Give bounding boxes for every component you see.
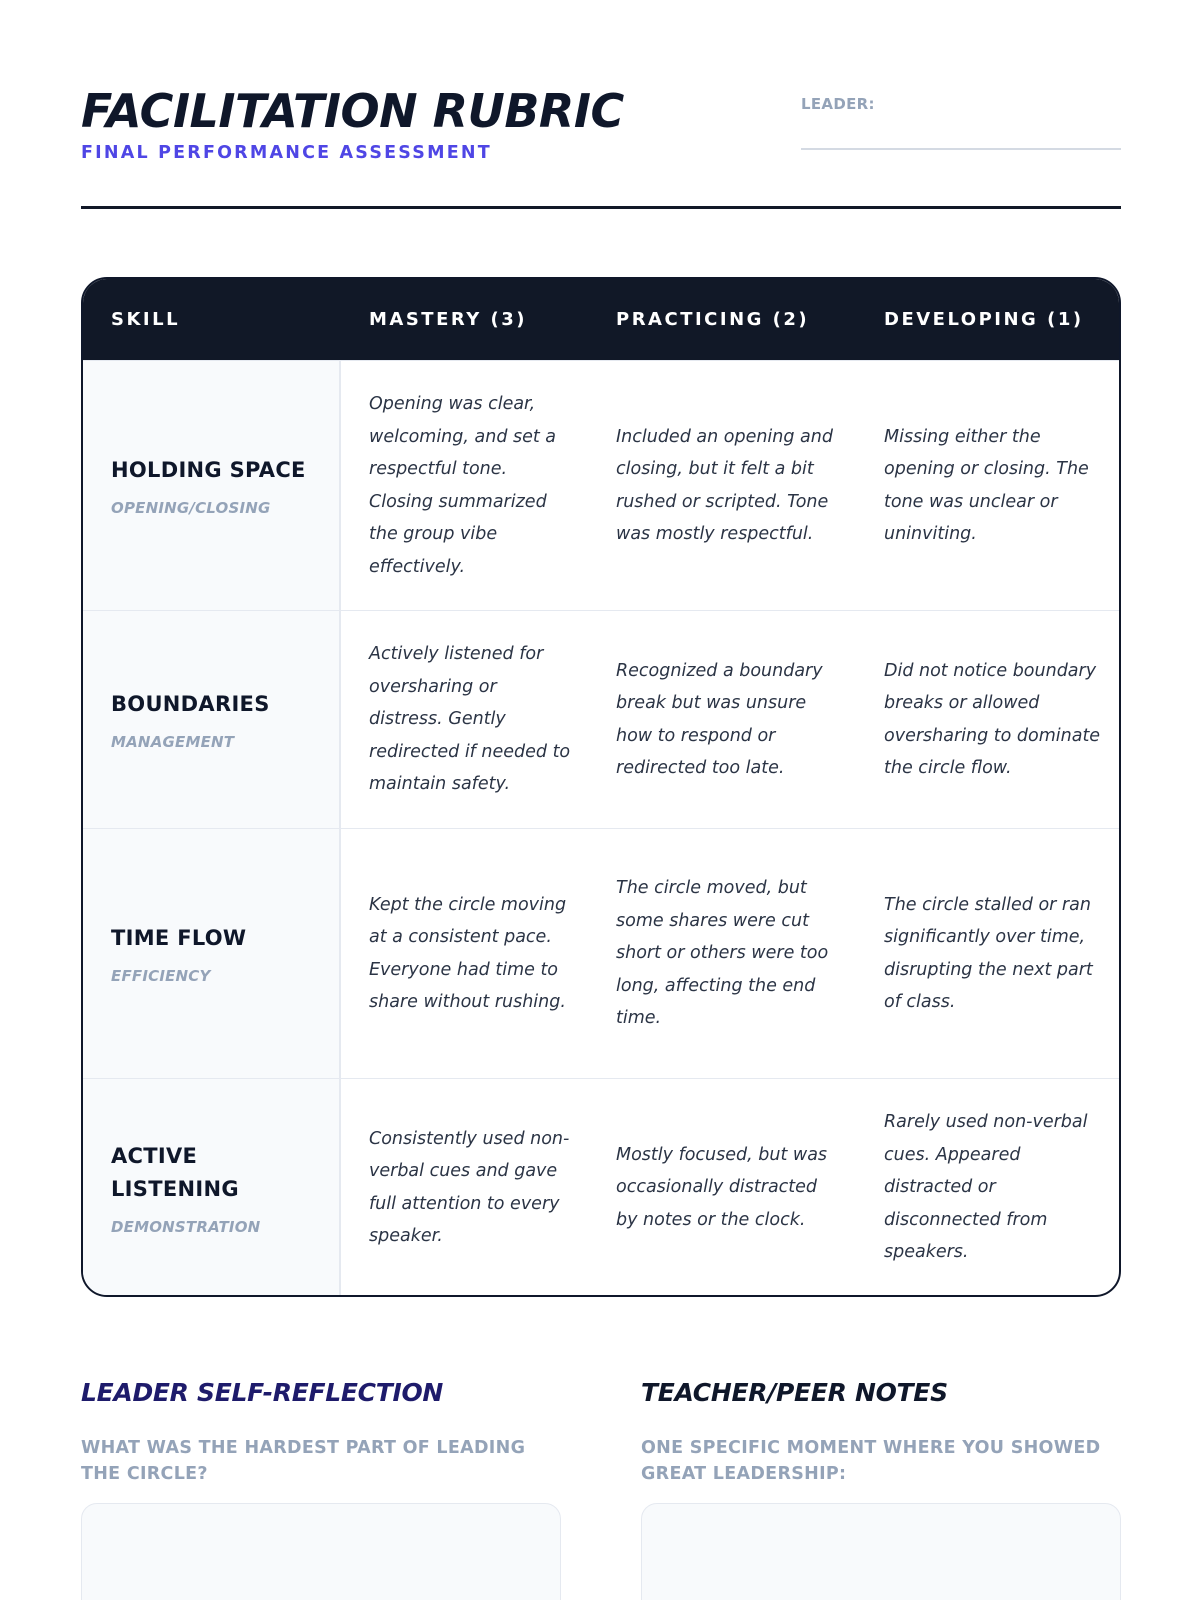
developing-cell [856, 829, 1119, 1078]
column-header-practicing: PRACTICING (2) [616, 309, 810, 330]
column-header-mastery: MASTERY (3) [369, 309, 528, 330]
self-reflection-answer-box[interactable] [81, 1503, 561, 1600]
self-reflection-prompt: WHAT WAS THE HARDEST PART OF LEADING THE CIRCLE? [81, 1438, 526, 1484]
skill-cell [83, 361, 341, 610]
self-reflection-title: LEADER SELF-REFLECTION [81, 1378, 444, 1407]
rubric-header-row [83, 279, 1119, 360]
skill-cell [83, 829, 341, 1078]
developing-cell [856, 611, 1119, 828]
developing-cell [856, 361, 1119, 610]
header-divider [81, 206, 1121, 209]
skill-name: TIME FLOW [111, 926, 247, 950]
skill-name: ACTIVE LISTENING [111, 1143, 239, 1201]
skill-subtitle: DEMONSTRATION [111, 1217, 261, 1236]
skill-name: HOLDING SPACE [111, 458, 306, 482]
teacher-notes-prompt: ONE SPECIFIC MOMENT WHERE YOU SHOWED GREAT LEADERSHIP: [641, 1438, 1101, 1484]
mastery-cell [341, 361, 588, 610]
practicing-description: Recognized a boundary break but was unsure how to respond or redirected too late. [616, 660, 823, 778]
practicing-cell [588, 611, 856, 828]
practicing-description: Included an opening and closing, but it felt a bit rushed or scripted. Tone was mostly respectful. [616, 426, 833, 544]
practicing-description: The circle moved, but some shares were cut short or others were too long, affecting the end time. [616, 878, 829, 1029]
rubric-table [81, 277, 1121, 1297]
leader-self-reflection-section [81, 1378, 561, 1600]
mastery-description: Consistently used non-verbal cues and gave full attention to every speaker. [369, 1128, 570, 1246]
mastery-cell [341, 829, 588, 1078]
developing-description: Did not notice boundary breaks or allowed oversharing to dominate the circle flow. [884, 660, 1101, 778]
skill-subtitle: EFFICIENCY [111, 967, 211, 985]
skill-subtitle: OPENING/CLOSING [111, 499, 271, 517]
teacher-peer-notes-section [641, 1378, 1121, 1600]
mastery-cell [341, 1079, 588, 1296]
teacher-notes-answer-box[interactable] [641, 1503, 1121, 1600]
practicing-description: Mostly focused, but was occasionally distracted by notes or the clock. [616, 1144, 828, 1230]
mastery-description: Actively listened for oversharing or distress. Gently redirected if needed to maintain safety. [369, 644, 571, 795]
developing-cell [856, 1079, 1119, 1296]
leader-field [801, 95, 1121, 150]
skill-cell [83, 611, 341, 828]
mastery-description: Kept the circle moving at a consistent pace. Everyone had time to share without rushing. [369, 894, 567, 1012]
rubric-row-boundaries [83, 610, 1119, 828]
rubric-row-active-listening [83, 1078, 1119, 1296]
teacher-notes-title: TEACHER/PEER NOTES [641, 1378, 948, 1407]
mastery-description: Opening was clear, welcoming, and set a respectful tone. Closing summarized the group vibe effectively. [369, 394, 557, 577]
practicing-cell [588, 361, 856, 610]
mastery-cell [341, 611, 588, 828]
column-header-skill: SKILL [111, 309, 181, 330]
rubric-row-time-flow [83, 828, 1119, 1078]
column-header-developing: DEVELOPING (1) [884, 309, 1084, 330]
developing-description: Missing either the opening or closing. The tone was unclear or uninviting. [884, 426, 1089, 544]
page-title: FACILITATION RUBRIC [81, 84, 624, 138]
skill-subtitle: MANAGEMENT [111, 733, 235, 751]
skill-name: BOUNDARIES [111, 692, 270, 716]
leader-label: LEADER: [801, 95, 875, 113]
skill-cell [83, 1079, 341, 1296]
page-header [81, 80, 1121, 210]
developing-description: The circle stalled or ran significantly over time, disrupting the next part of class. [884, 894, 1093, 1012]
rubric-row-holding-space [83, 360, 1119, 610]
developing-description: Rarely used non-verbal cues. Appeared distracted or disconnected from speakers. [884, 1112, 1088, 1263]
page-subtitle: FINAL PERFORMANCE ASSESSMENT [81, 143, 492, 163]
leader-name-line[interactable] [801, 148, 1121, 150]
practicing-cell [588, 829, 856, 1078]
practicing-cell [588, 1079, 856, 1296]
